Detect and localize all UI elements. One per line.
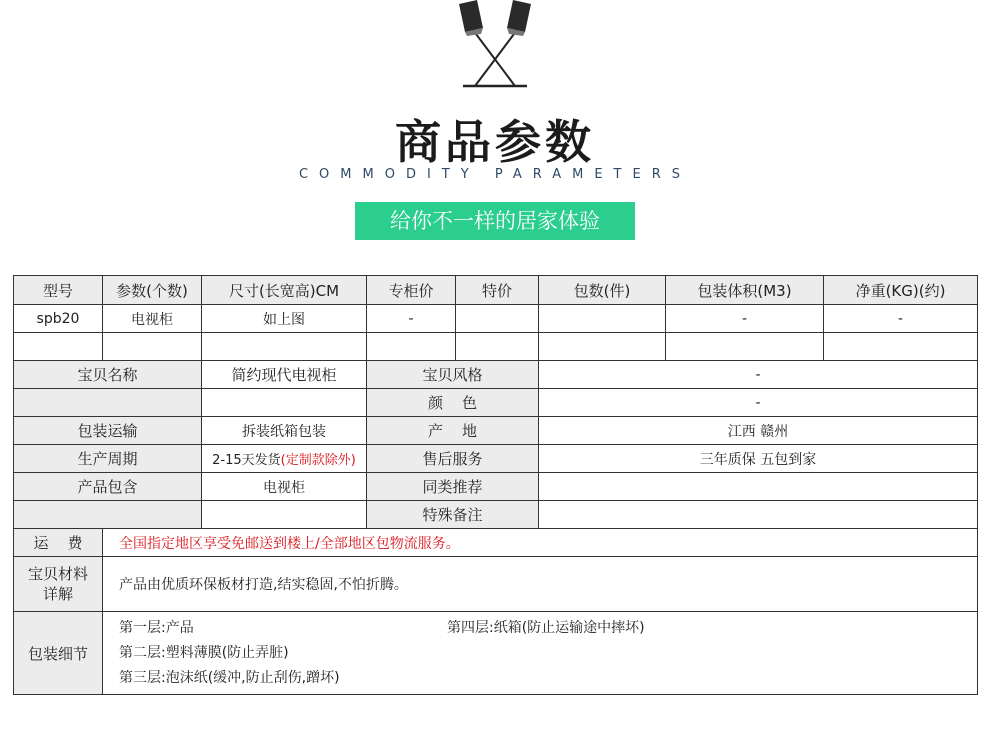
cycle-value	[202, 445, 367, 473]
table-cell: 如上图	[202, 305, 367, 333]
remarks-label: 特殊备注	[367, 501, 539, 529]
table-row	[14, 473, 978, 501]
package-detail-cell	[103, 612, 978, 695]
style-value: -	[539, 361, 978, 389]
material-label	[14, 557, 103, 612]
col-header: 专柜价	[367, 276, 456, 305]
package-layer-4: 第四层:纸箱(防止运输途中摔坏)	[447, 619, 645, 636]
includes-value: 电视柜	[202, 473, 367, 501]
table-header-row	[14, 276, 978, 305]
service-value: 三年质保 五包到家	[539, 445, 978, 473]
package-line	[119, 641, 973, 666]
packing-value: 拆装纸箱包装	[202, 417, 367, 445]
table-row	[14, 333, 978, 361]
shipping-value: 全国指定地区享受免邮送到楼上/全部地区包物流服务。	[103, 529, 978, 557]
packing-label: 包装运输	[14, 417, 202, 445]
table-cell	[539, 305, 666, 333]
table-cell: -	[824, 305, 978, 333]
col-header: 特价	[456, 276, 539, 305]
table-cell	[14, 333, 103, 361]
service-label: 售后服务	[367, 445, 539, 473]
table-row	[14, 612, 978, 695]
empty-label	[14, 501, 202, 529]
table-row	[14, 557, 978, 612]
table-row	[14, 445, 978, 473]
package-layer-2: 第二层:塑料薄膜(防止弄脏)	[119, 644, 289, 661]
table-cell	[456, 305, 539, 333]
package-layer-3: 第三层:泡沫纸(缓冲,防止刮伤,蹭坏)	[119, 669, 340, 686]
package-label: 包装细节	[14, 612, 103, 695]
table-cell	[666, 333, 824, 361]
table-row	[14, 501, 978, 529]
similar-value	[539, 473, 978, 501]
spec-table	[13, 275, 978, 695]
empty-label	[14, 389, 202, 417]
table-row	[14, 305, 978, 333]
material-value: 产品由优质环保板材打造,结实稳固,不怕折腾。	[103, 557, 978, 612]
lamp-logo-icon	[453, 0, 537, 90]
table-cell	[539, 333, 666, 361]
includes-label: 产品包含	[14, 473, 202, 501]
table-row	[14, 389, 978, 417]
cycle-label: 生产周期	[14, 445, 202, 473]
table-cell	[202, 333, 367, 361]
cycle-days: 2-15天发货	[212, 453, 281, 468]
table-row	[14, 417, 978, 445]
cycle-note: (定制款除外)	[280, 453, 356, 468]
origin-value: 江西 赣州	[539, 417, 978, 445]
name-value: 简约现代电视柜	[202, 361, 367, 389]
color-label: 颜 色	[367, 389, 539, 417]
table-cell	[367, 333, 456, 361]
col-header: 净重(KG)(约)	[824, 276, 978, 305]
remarks-value	[539, 501, 978, 529]
slogan-banner: 给你不一样的居家体验	[355, 202, 635, 240]
col-header: 包装体积(M3)	[666, 276, 824, 305]
table-cell: -	[367, 305, 456, 333]
col-header: 包数(件)	[539, 276, 666, 305]
col-header: 参数(个数)	[103, 276, 202, 305]
table-cell	[202, 389, 367, 417]
table-cell	[456, 333, 539, 361]
color-value: -	[539, 389, 978, 417]
page-title: 商品参数	[395, 115, 595, 169]
col-header: 尺寸(长宽高)CM	[202, 276, 367, 305]
package-line	[119, 666, 973, 691]
page-subtitle: COMMODITY PARAMETERS	[298, 167, 691, 182]
material-label-line1: 宝贝材料	[27, 565, 88, 583]
table-cell: -	[666, 305, 824, 333]
shipping-label: 运 费	[14, 529, 103, 557]
table-row	[14, 361, 978, 389]
material-label-line2: 详解	[42, 585, 73, 603]
table-cell	[103, 333, 202, 361]
table-row	[14, 529, 978, 557]
table-cell	[824, 333, 978, 361]
table-cell: spb20	[14, 305, 103, 333]
style-label: 宝贝风格	[367, 361, 539, 389]
package-line	[119, 616, 973, 641]
similar-label: 同类推荐	[367, 473, 539, 501]
col-header: 型号	[14, 276, 103, 305]
package-layer-1: 第一层:产品	[119, 619, 194, 636]
name-label: 宝贝名称	[14, 361, 202, 389]
table-cell: 电视柜	[103, 305, 202, 333]
table-cell	[202, 501, 367, 529]
origin-label: 产 地	[367, 417, 539, 445]
